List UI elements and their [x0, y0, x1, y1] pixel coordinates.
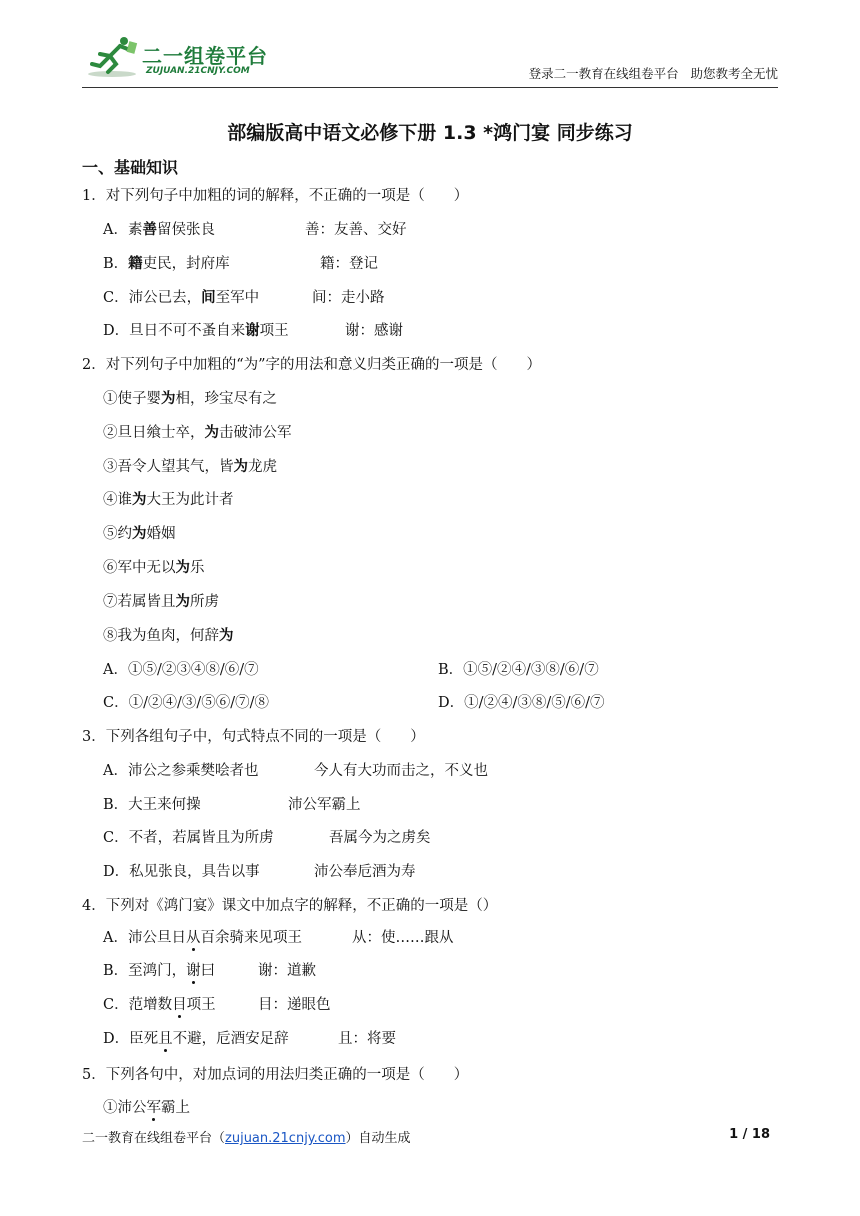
q3-option-d: D．私见张良，具告以事: [103, 864, 260, 880]
runner-logo-icon: [86, 34, 142, 80]
q2-item-4: ④谁为大王为此计者: [103, 491, 234, 508]
question-2-stem: 2．对下列句子中加粗的“为”字的用法和意义归类正确的一项是（ ）: [82, 357, 542, 373]
q2-item-3: ③吾令人望其气，皆为龙虎: [103, 458, 277, 475]
q3-option-b: B．大王来何操: [103, 797, 201, 813]
logo: [86, 34, 286, 84]
q3-option-a: A．沛公之参乘樊哙者也: [103, 763, 259, 779]
header-slogan: 登录二一教育在线组卷平台 助您教考全无忧: [528, 66, 778, 81]
q4-option-d-gloss: 且：将要: [338, 1031, 396, 1047]
q1-option-b-gloss: 籍：登记: [320, 256, 378, 272]
logo-text: 二一组卷平台: [142, 44, 268, 68]
q2-item-1: ①使子婴为相，珍宝尽有之: [103, 390, 277, 407]
q3-option-b-right: 沛公军霸上: [288, 797, 361, 813]
q2-item-2: ②旦日飨士卒，为击破沛公军: [103, 424, 292, 441]
q2-item-6: ⑥军中无以为乐: [103, 559, 205, 576]
logo-url-text: ZUJUAN.21CNJY.COM: [146, 66, 250, 76]
q2-option-b: B．①⑤/②④/③⑧/⑥/⑦: [438, 662, 599, 678]
q2-option-c: C．①/②④/③/⑤⑥/⑦/⑧: [103, 695, 270, 711]
q1-option-a-gloss: 善：友善、交好: [305, 222, 407, 238]
q4-option-b-gloss: 谢：道歉: [258, 963, 316, 979]
q4-option-d: D．臣死且不避，卮酒安足辞: [103, 1027, 289, 1048]
header-divider: [82, 87, 778, 88]
q1-option-b: B．籍吏民，封府库: [103, 255, 230, 272]
q3-option-a-right: 今人有大功而击之，不义也: [314, 763, 488, 779]
q4-option-a-gloss: 从：使……跟从: [352, 930, 454, 946]
q4-option-c-gloss: 目：递眼色: [258, 997, 331, 1013]
q1-option-c: C．沛公已去，间至军中: [103, 289, 260, 306]
q2-option-a: A．①⑤/②③④⑧/⑥/⑦: [103, 662, 259, 678]
q1-option-c-gloss: 间：走小路: [312, 290, 385, 306]
q1-option-d-gloss: 谢：感谢: [345, 323, 403, 339]
footer-link[interactable]: zujuan.21cnjy.com: [225, 1131, 346, 1146]
q2-item-5: ⑤约为婚姻: [103, 525, 176, 542]
footer-source: 二一教育在线组卷平台（zujuan.21cnjy.com）自动生成: [82, 1131, 411, 1146]
question-4-stem: 4．下列对《鸿门宴》课文中加点字的解释，不正确的一项是（）: [82, 898, 498, 914]
q1-option-a: A．素善留侯张良: [103, 221, 215, 238]
q4-option-b: B．至鸿门，谢曰: [103, 959, 215, 980]
q3-option-d-right: 沛公奉卮酒为寿: [314, 864, 416, 880]
question-5-stem: 5．下列各句中，对加点词的用法归类正确的一项是（ ）: [82, 1067, 469, 1083]
q3-option-c: C．不者，若属皆且为所虏: [103, 830, 274, 846]
question-1-stem: 1．对下列句子中加粗的词的解释，不正确的一项是（ ）: [82, 188, 469, 204]
q3-option-c-right: 吾属今为之虏矣: [329, 830, 431, 846]
q1-option-d: D．旦日不可不蚤自来谢项王: [103, 322, 289, 339]
q2-item-8: ⑧我为鱼肉，何辞为: [103, 627, 234, 644]
question-3-stem: 3．下列各组句子中，句式特点不同的一项是（ ）: [82, 729, 425, 745]
page-title: 部编版高中语文必修下册 1.3 *鸿门宴 同步练习: [227, 122, 633, 144]
page-number: 1 / 18: [729, 1127, 770, 1142]
q4-option-c: C．范增数目项王: [103, 993, 216, 1014]
q5-item-1: ①沛公军霸上: [103, 1096, 190, 1117]
q2-option-d: D．①/②④/③⑧/⑤/⑥/⑦: [438, 695, 605, 711]
q2-item-7: ⑦若属皆且为所虏: [103, 593, 219, 610]
q4-option-a: A．沛公旦日从百余骑来见项王: [103, 926, 302, 947]
section-heading: 一、基础知识: [82, 158, 179, 177]
